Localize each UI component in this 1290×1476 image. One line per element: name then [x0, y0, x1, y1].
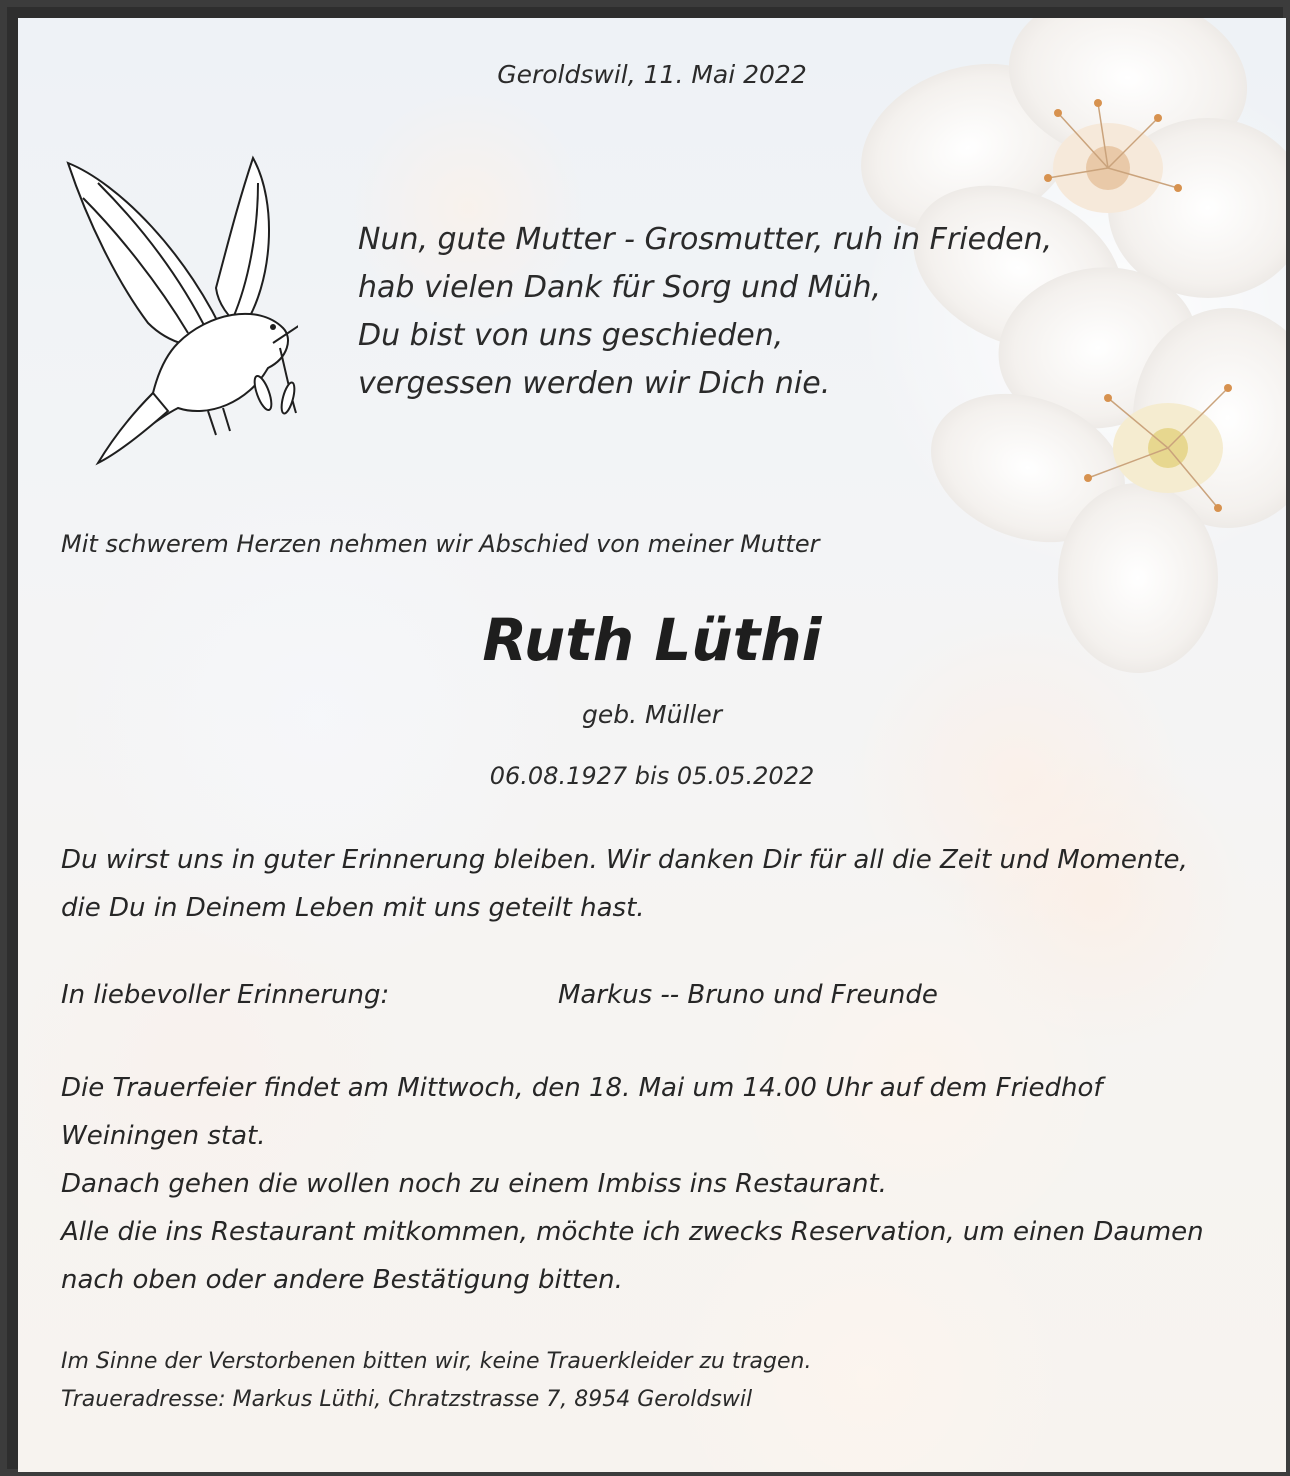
- ceremony-line: nach oben oder andere Bestätigung bitten.: [61, 1265, 623, 1295]
- ceremony-line: Danach gehen die wollen noch zu einem Imbiss ins Restaurant.: [61, 1169, 887, 1199]
- signature-label: In liebevoller Erinnerung:: [61, 980, 390, 1010]
- dove-icon: [58, 143, 298, 473]
- message-line: Du wirst uns in guter Erinnerung bleiben. Wir danken Dir für all die Zeit und Momente,: [61, 845, 1188, 875]
- deceased-name: Ruth Lüthi: [482, 606, 822, 674]
- message-paragraph: [61, 836, 1188, 932]
- ceremony-line: Weiningen stat.: [61, 1121, 266, 1151]
- poem-line: vergessen werden wir Dich nie.: [358, 366, 831, 401]
- footer-line: Im Sinne der Verstorbenen bitten wir, keine Trauerkleider zu tragen.: [61, 1349, 812, 1374]
- place-date: Geroldswil, 11. Mai 2022: [497, 60, 807, 89]
- life-dates: 06.08.1927 bis 05.05.2022: [489, 762, 815, 790]
- message-line: die Du in Deinem Leben mit uns geteilt hast.: [61, 893, 645, 923]
- ceremony-line: Die Trauerfeier findet am Mittwoch, den 18. Mai um 14.00 Uhr auf dem Friedhof: [61, 1073, 1103, 1103]
- poem-line: Nun, gute Mutter - Grosmutter, ruh in Frieden,: [358, 222, 1053, 257]
- footer-notes: [61, 1343, 811, 1419]
- ceremony-line: Alle die ins Restaurant mitkommen, möchte ich zwecks Reservation, um einen Daumen: [61, 1217, 1204, 1247]
- obituary-card: [18, 18, 1286, 1472]
- ceremony-paragraph: [61, 1064, 1204, 1304]
- poem-line: Du bist von uns geschieden,: [358, 318, 784, 353]
- intro-text: Mit schwerem Herzen nehmen wir Abschied von meiner Mutter: [61, 530, 820, 558]
- birth-name: geb. Müller: [582, 700, 722, 729]
- poem: [358, 216, 1052, 408]
- footer-line: Traueradresse: Markus Lüthi, Chratzstrasse 7, 8954 Geroldswil: [61, 1387, 753, 1412]
- signature-names: Markus -- Bruno und Freunde: [558, 980, 938, 1010]
- poem-line: hab vielen Dank für Sorg und Müh,: [358, 270, 882, 305]
